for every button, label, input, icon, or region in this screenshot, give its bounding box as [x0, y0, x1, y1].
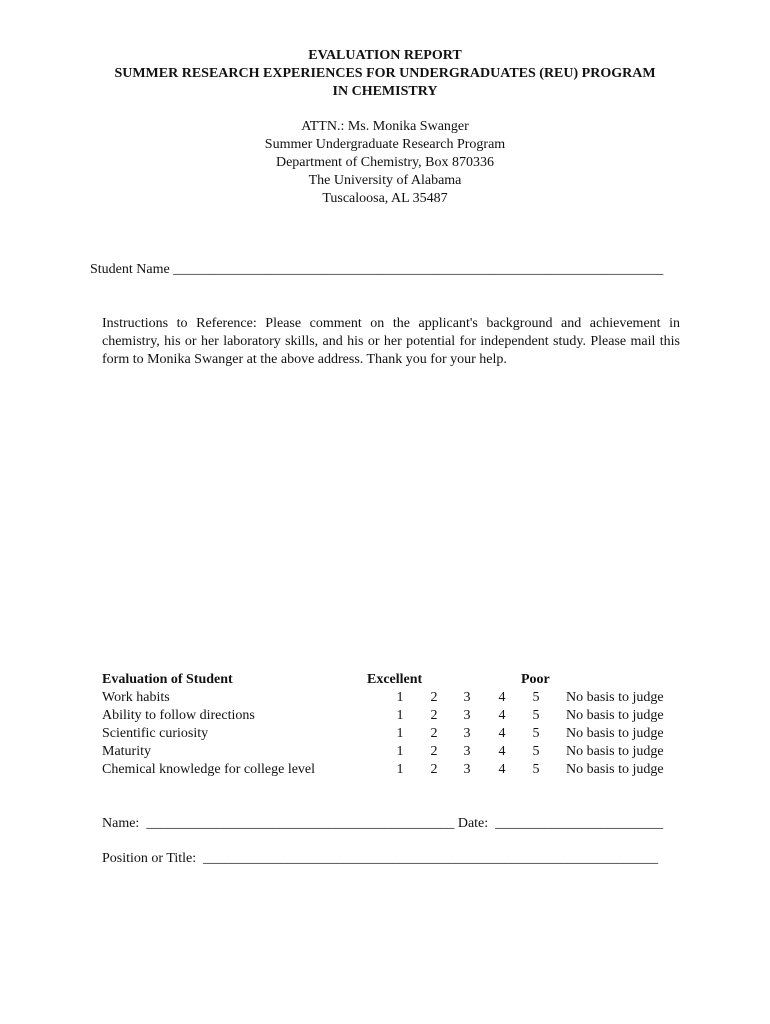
no-basis-option[interactable]: No basis to judge	[566, 744, 664, 759]
rating-option[interactable]: 4	[498, 708, 506, 723]
address-line: ATTN.: Ms. Monika Swanger	[301, 119, 469, 134]
title-line-1: EVALUATION REPORT	[308, 48, 462, 63]
excellent-heading: Excellent	[367, 672, 423, 687]
rating-option[interactable]: 3	[463, 726, 471, 741]
position-title-field[interactable]	[102, 851, 658, 867]
rating-option[interactable]: 3	[463, 690, 471, 705]
rating-option[interactable]: 2	[430, 690, 438, 705]
student-name-label: Student Name	[90, 262, 170, 277]
criterion-row	[0, 690, 770, 708]
date-blank[interactable]: ________________________	[495, 816, 664, 831]
rating-option[interactable]: 2	[430, 708, 438, 723]
criterion-label: Ability to follow directions	[102, 708, 255, 723]
instructions-text: Instructions to Reference: Please comment on the applicant's background and achievement in chemistry, his or her laboratory skills, and his or her potential for independent study. Please mail this form to Monika Swanger at the above address. Thank you for your help.	[102, 316, 680, 367]
address-line: The University of Alabama	[308, 173, 462, 188]
name-label: Name:	[102, 816, 140, 831]
criterion-row	[0, 708, 770, 726]
rating-option[interactable]: 3	[463, 744, 471, 759]
criterion-row	[0, 744, 770, 762]
student-name-field[interactable]	[90, 262, 663, 278]
rating-option[interactable]: 1	[396, 726, 404, 741]
rating-option[interactable]: 3	[463, 762, 471, 777]
no-basis-option[interactable]: No basis to judge	[566, 762, 664, 777]
rating-option[interactable]: 5	[532, 762, 540, 777]
criterion-row	[0, 762, 770, 780]
no-basis-option[interactable]: No basis to judge	[566, 708, 664, 723]
position-label: Position or Title:	[102, 851, 197, 866]
rating-option[interactable]: 5	[532, 708, 540, 723]
rating-option[interactable]: 3	[463, 708, 471, 723]
address-line: Tuscaloosa, AL 35487	[322, 191, 448, 206]
rating-option[interactable]: 1	[396, 690, 404, 705]
title-line-2: SUMMER RESEARCH EXPERIENCES FOR UNDERGRADUATES (REU) PROGRAM	[114, 66, 656, 81]
poor-heading: Poor	[521, 672, 550, 687]
criterion-label: Maturity	[102, 744, 151, 759]
no-basis-option[interactable]: No basis to judge	[566, 690, 664, 705]
student-name-blank[interactable]: ______________________________________________________________________	[173, 262, 664, 277]
rating-option[interactable]: 1	[396, 762, 404, 777]
rating-option[interactable]: 5	[532, 690, 540, 705]
rating-option[interactable]: 4	[498, 762, 506, 777]
rating-option[interactable]: 2	[430, 726, 438, 741]
rating-option[interactable]: 1	[396, 744, 404, 759]
title-line-3: IN CHEMISTRY	[332, 84, 438, 99]
rating-option[interactable]: 2	[430, 762, 438, 777]
no-basis-option[interactable]: No basis to judge	[566, 726, 664, 741]
mailing-address	[0, 118, 770, 208]
evaluation-heading: Evaluation of Student	[102, 672, 233, 687]
criterion-row	[0, 726, 770, 744]
position-blank[interactable]: _________________________________________________________________	[203, 851, 659, 866]
criterion-label: Chemical knowledge for college level	[102, 762, 316, 777]
rating-option[interactable]: 2	[430, 744, 438, 759]
rating-option[interactable]: 5	[532, 726, 540, 741]
rating-option[interactable]: 5	[532, 744, 540, 759]
report-title	[0, 47, 770, 101]
rating-option[interactable]: 1	[396, 708, 404, 723]
criterion-label: Scientific curiosity	[102, 726, 209, 741]
rating-option[interactable]: 4	[498, 744, 506, 759]
rating-option[interactable]: 4	[498, 690, 506, 705]
rating-option[interactable]: 4	[498, 726, 506, 741]
date-label: Date:	[457, 816, 489, 831]
address-line: Department of Chemistry, Box 870336	[275, 155, 494, 170]
address-line: Summer Undergraduate Research Program	[264, 137, 506, 152]
referee-name-field[interactable]	[102, 816, 663, 832]
name-blank[interactable]: ____________________________________________	[146, 816, 455, 831]
criterion-label: Work habits	[102, 690, 170, 705]
